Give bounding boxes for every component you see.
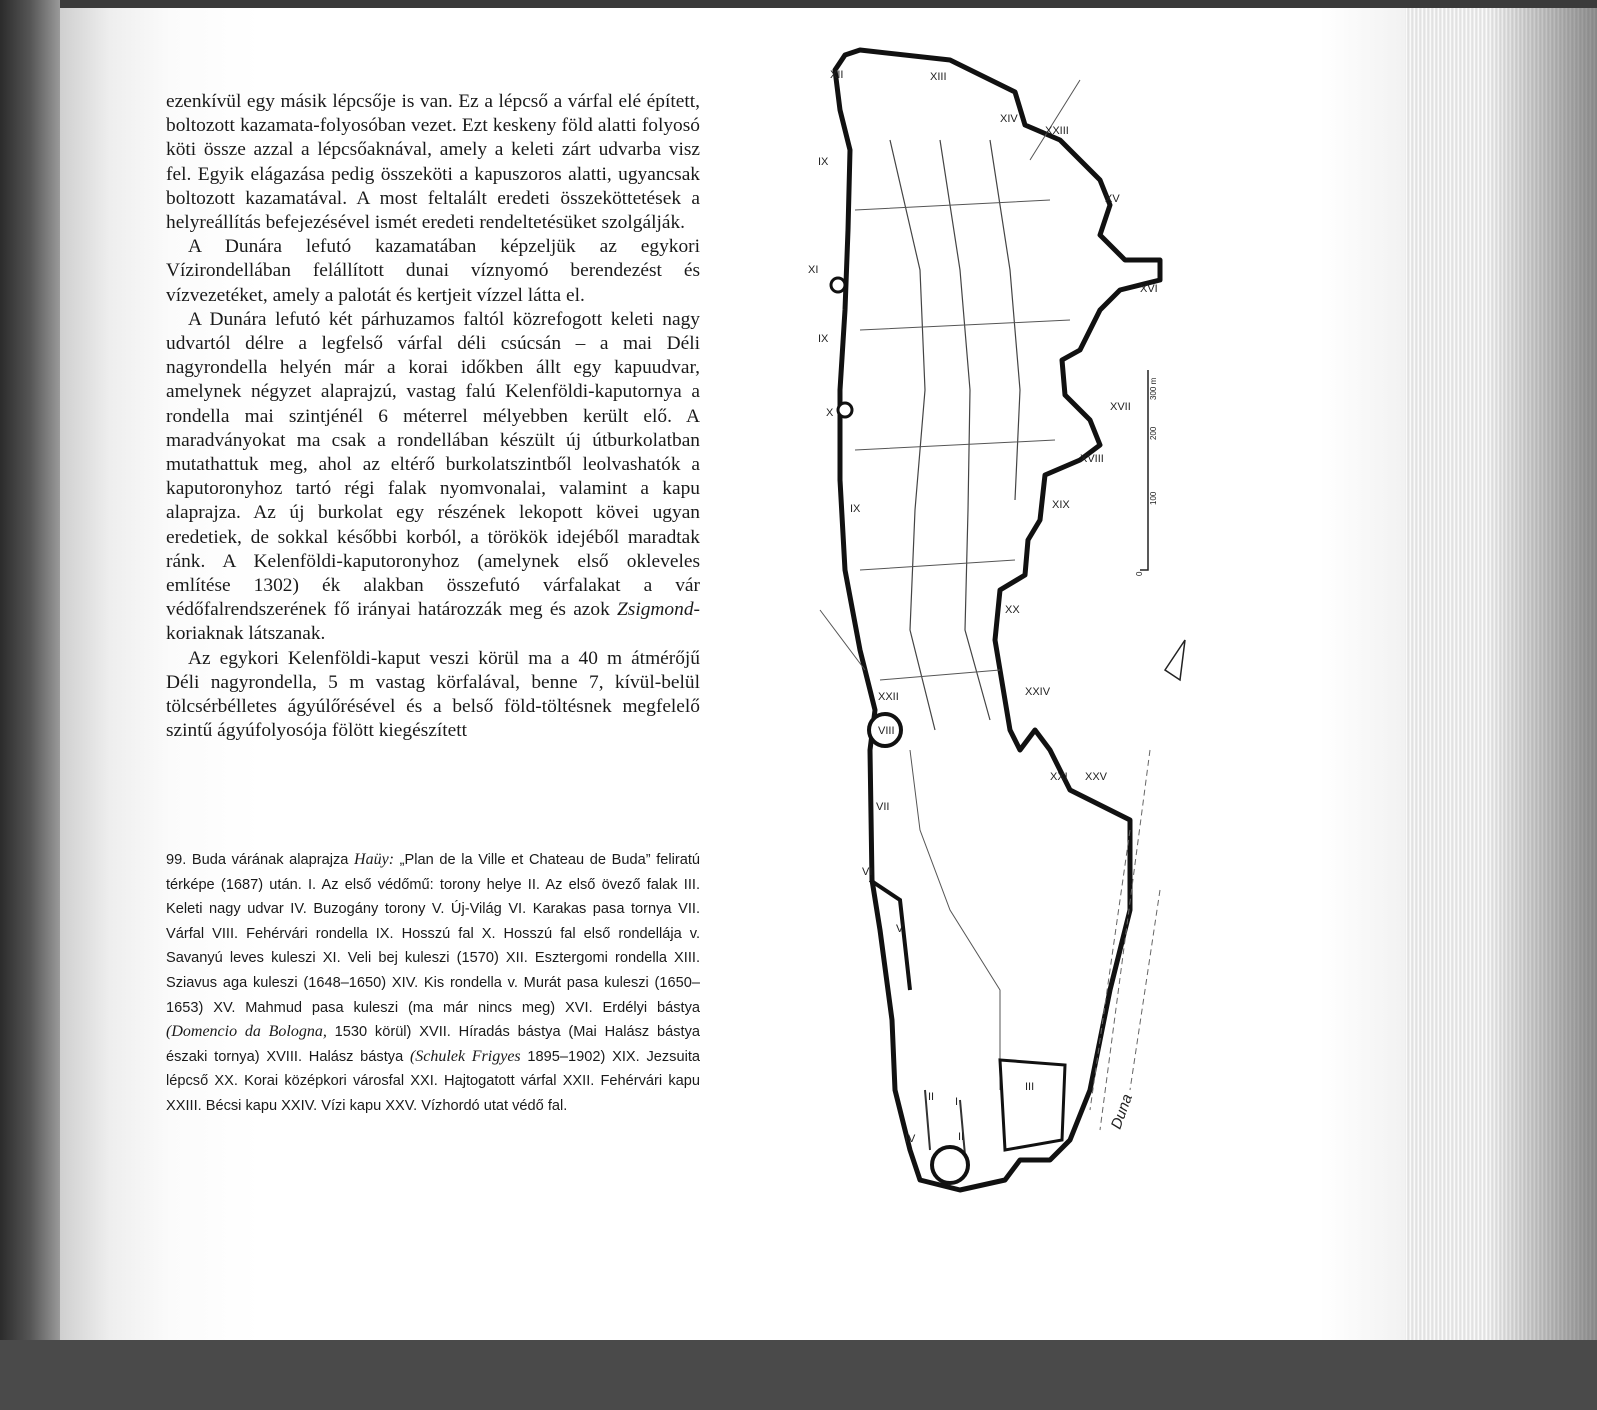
caption-end: 1895–1902) XIX. Jezsuita lépcső XX. Korai középkori városfal XXI. Hajtogatott várfal XXII. Fehérvári kapu XXIII. Bécsi kapu XXIV. Vízi kapu XXV. Vízhordó utat védő fal.: [166, 1048, 701, 1114]
label-xiii: XIII: [930, 71, 947, 83]
scan-background: [0, 1340, 1597, 1410]
outer-wall: [835, 50, 1160, 1190]
label-ix-1: IX: [818, 156, 829, 168]
scale-bar: [1140, 370, 1148, 570]
map-labels: [808, 69, 1158, 1145]
label-xx: XX: [1005, 604, 1020, 616]
label-ii-1: II: [928, 1091, 935, 1103]
label-iii: III: [1025, 1081, 1035, 1093]
label-xxv: XXV: [1085, 771, 1108, 783]
label-xxiv: XXIV: [1025, 686, 1051, 698]
caption-lead: 99. Buda várának alaprajza: [166, 852, 355, 868]
scale-label-0: 0: [1135, 571, 1144, 576]
label-ix-3: IX: [850, 503, 861, 515]
label-iv: IV: [905, 1133, 916, 1145]
paragraph-3: [166, 308, 700, 647]
label-ii-2: II: [958, 1131, 965, 1143]
book-spine-shadow: [0, 0, 60, 1340]
inner-wall-iii: [1000, 1060, 1065, 1150]
north-arrow-icon: [1165, 640, 1185, 680]
label-xvii: XVII: [1110, 401, 1131, 413]
street-5: [910, 750, 1000, 1090]
label-xix: XIX: [1052, 499, 1070, 511]
label-xi: XI: [808, 264, 819, 276]
paragraph-3-text: A Dunára lefutó két párhuzamos faltól közrefogott keleti nagy udvartól délre a legfelső várfal déli csúcsán – a mai Déli nagyrondella helyén már a korai időkben állt egy kapuudvar, amelynek négyzet alaprajzú, vastag falú Kelenföldi-kaputornya a rondella mai szintjénél 6 méterrel mélyebben került elő. A maradványokat ma csak a rondellában készült új útburkolatban mutathattuk meg, ahol az eltérő burkolatszintből leolvashatók a kaputoronyhoz tartó régi falak nyomvonalai, valamint a kapu alaprajza. Az új burkolat egy részének lekopott kövei ugyan eredetiek, de sokkal későbbi korból, a törökök idejéből maradtak ránk. A Kelenföldi-kaputoronyhoz (amelynek első okleveles említése 1302) ék alakban összefutó várfalakat a vár védőfalrendszerének fő irányai határozzák meg és azok: [166, 308, 700, 621]
caption-mid: 1530 körül) XVII. Híradás bástya (Mai Halász bástya északi tornya) XVIII. Halász bástya: [166, 1024, 700, 1065]
scale-label-200: 200: [1149, 426, 1158, 440]
castle-plan-svg: [800, 30, 1220, 1230]
label-xxii: XXII: [878, 691, 899, 703]
scale-label-300: 300 m: [1149, 377, 1158, 400]
rondella-x: [838, 403, 852, 417]
label-xv: XV: [1105, 193, 1120, 205]
street-1: [890, 140, 935, 730]
caption-title: „Plan de la Ville et Chateau de Buda” feliratú térképe (1687) után. I. Az első védőmű: torony helye II. Az első övező falak III. Keleti nagy udvar IV. Buzogány torony V. Új-Világ VI. Karakas pasa tornya VII. Várfal VIII. Fehérvári rondella IX. Hosszú fal X. Hosszú fal első rondellája v. Savanyú leves kuleszi XI. Veli bej kuleszi (1570) XII. Esztergomi rondella XIII. Sziavus aga kuleszi (1648–1650) XIV. Kis rondella v. Murát pasa kuleszi (1650–1653) XV. Mahmud pasa kuleszi (ma már nincs meg) XVI. Erdélyi bástya: [166, 852, 701, 1016]
label-xxiii: XXIII: [1045, 125, 1069, 137]
scale-label-100: 100: [1149, 491, 1158, 505]
body-text: [166, 90, 700, 743]
castle-plan-map: [800, 30, 1220, 1230]
paragraph-3-italic: Zsigmond: [617, 599, 694, 621]
label-i: I: [955, 1096, 959, 1108]
rondella-iv: [932, 1147, 968, 1183]
street-2: [940, 140, 990, 720]
caption-author: Haüy:: [354, 851, 395, 868]
paragraph-3-tail: -koriaknak látszanak.: [166, 599, 700, 645]
label-ix-2: IX: [818, 333, 829, 345]
paragraph-4: Az egykori Kelenföldi-kaput veszi körül ma a 40 m átmérőjű Déli nagyrondella, 5 m vastag körfalával, benne 7, kívül-belül tölcsérbélletes ágyúlőrésével és a belső föld-töltésnek megfelelő szintű ágyúfolyosója fölött kiegészített: [166, 647, 700, 742]
label-xii: XII: [830, 69, 844, 81]
rondella-xi: [831, 278, 845, 292]
paragraph-1: ezenkívül egy másik lépcsője is van. Ez a lépcső a várfal elé épített, boltozott kazamata-folyosóban vezet. Ezt keskeny föld alatti folyosó köti össze azzal a lépcsőaknával, amely a keleti zárt udvarba visz fel. Egyik elágazása pedig összeköti a kapuszoros alatti, ugyancsak boltozott kazamatával. A most feltalált eredeti összeköttetések a helyreállítás befejezésével ismét eredeti rendeltetésüket szolgálják.: [166, 91, 700, 234]
label-vi: VI: [862, 866, 873, 878]
label-vii: VII: [876, 801, 890, 813]
paragraph-2: A Dunára lefutó kazamatában képzeljük az egykori Vízirondellában felállított dunai víznyomó berendezést és vízvezetéket, amely a palotát és kertjeit vízzel látta el.: [166, 236, 700, 306]
label-viii: VIII: [878, 725, 895, 737]
label-v: V: [896, 923, 904, 935]
figure-caption: [166, 848, 700, 1119]
label-xiv: XIV: [1000, 113, 1018, 125]
caption-italic-1: (Domencio da Bologna,: [166, 1023, 327, 1041]
label-x: X: [826, 407, 834, 419]
street-4: [855, 200, 1070, 680]
label-xvi: XVI: [1140, 283, 1158, 295]
label-duna: Duna: [1107, 1091, 1137, 1132]
street-3: [990, 140, 1020, 500]
label-xxi: XXI: [1050, 771, 1068, 783]
pointer-line: [820, 80, 1080, 670]
caption-italic-2: (Schulek Frigyes: [409, 1047, 521, 1065]
label-xviii: XVIII: [1080, 453, 1104, 465]
page-edges: [1405, 8, 1597, 1340]
